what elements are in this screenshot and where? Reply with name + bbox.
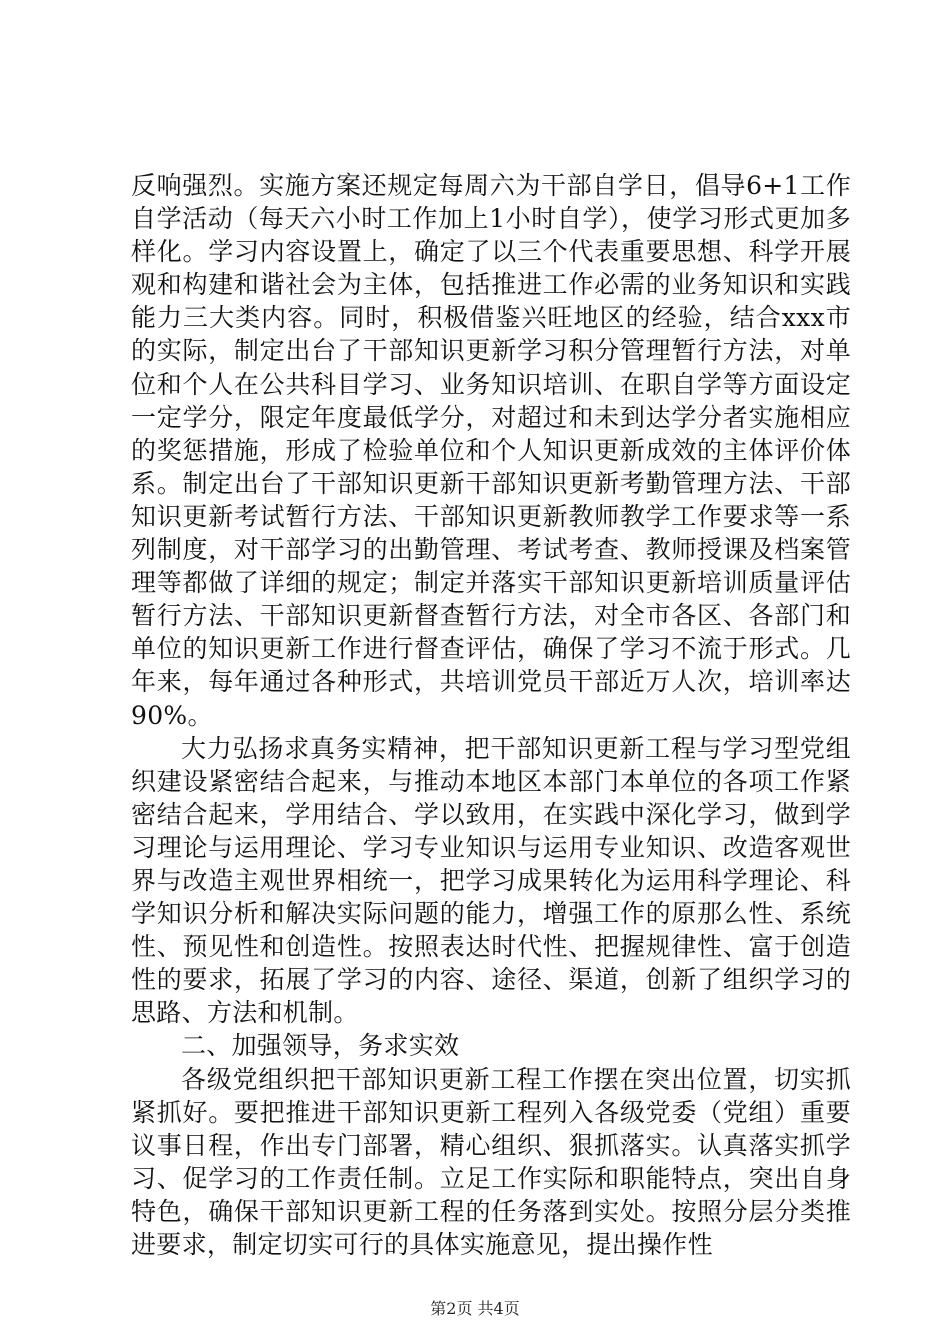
page-footer: 第2页 共4页 [430, 1299, 520, 1318]
paragraph: 大力弘扬求真务实精神，把干部知识更新工程与学习型党组织建设紧密结合起来，与推动本地区本部门本单位的各项工作紧密结合起来，学用结合、学以致用，在实践中深化学习，做到学习理论与运用理论、学习专业知识与运用专业知识、改造客观世界与改造主观世界相统一，把学习成果转化为运用科学理论、科学知识分析和解决实际问题的能力，增强工作的原那么性、系统性、预见性和创造性。按照表达时代性、把握规律性、富于创造性的要求，拓展了学习的内容、途径、渠道，创新了组织学习的思路、方法和机制。 [131, 733, 851, 1028]
paragraph: 各级党组织把干部知识更新工程工作摆在突出位置，切实抓紧抓好。要把推进干部知识更新工程列入各级党委（党组）重要议事日程，作出专门部署，精心组织、狠抓落实。认真落实抓学习、促学习的工作责任制。立足工作实际和职能特点，突出自身特色，确保干部知识更新工程的任务落到实处。按照分层分类推进要求，制定切实可行的具体实施意见，提出操作性 [131, 1064, 851, 1259]
paragraph-continued: 反响强烈。实施方案还规定每周六为干部自学日，倡导6+1工作自学活动（每天六小时工作加上1小时自学），使学习形式更加多样化。学习内容设置上，确定了以三个代表重要思想、科学开展观和构建和谐社会为主体，包括推进工作必需的业务知识和实践能力三大类内容。同时，积极借鉴兴旺地区的经验，结合xxx市的实际，制定出台了干部知识更新学习积分管理暂行方法，对单位和个人在公共科目学习、业务知识培训、在职自学等方面设定一定学分，限定年度最低学分，对超过和未到达学分者实施相应的奖惩措施，形成了检验单位和个人知识更新成效的主体评价体系。制定出台了干部知识更新干部知识更新考勤管理方法、干部知识更新考试暂行方法、干部知识更新教师教学工作要求等一系列制度，对干部学习的出勤管理、考试考查、教师授课及档案管理等都做了详细的规定；制定并落实干部知识更新培训质量评估暂行方法、干部知识更新督查暂行方法，对全市各区、各部门和单位的知识更新工作进行督查评估，确保了学习不流于形式。几年来，每年通过各种形式，共培训党员干部近万人次，培训率达90%。 [131, 171, 851, 730]
section-heading: 二、加强领导，务求实效 [181, 1031, 460, 1061]
document-body [131, 169, 851, 1261]
